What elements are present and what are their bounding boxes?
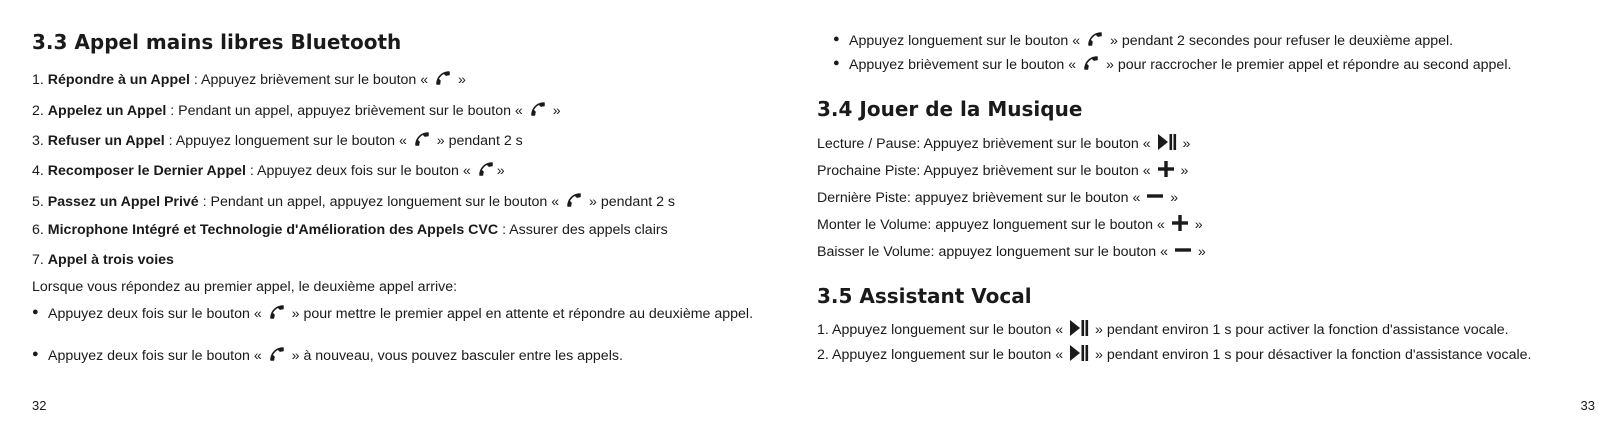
bullet-text: Appuyez deux fois sur le bouton « xyxy=(48,348,266,364)
bullet-text: Appuyez longuement sur le bouton « xyxy=(849,33,1085,49)
item-text-end: » xyxy=(496,163,505,179)
music-text-end: » xyxy=(1176,163,1189,179)
bullet-text-end: » à nouveau, vous pouvez basculer entre les appels. xyxy=(287,348,623,364)
item-title: Microphone Intégré et Technologie d'Amélioration des Appels CVC xyxy=(47,222,499,238)
item-title: Refuser un Appel xyxy=(47,133,165,149)
item-number: 1. xyxy=(32,72,44,88)
item-number: 4. xyxy=(32,163,44,179)
item-text: : Pendant un appel, appuyez brièvement sur le bouton « xyxy=(166,103,527,119)
page-number: 33 xyxy=(1580,398,1595,413)
music-text: Baisser le Volume: appuyez longuement sur le bouton « xyxy=(817,244,1172,260)
page-number: 32 xyxy=(32,398,47,413)
music-line-volume-up xyxy=(817,214,1203,237)
item-text-end: » pendant 2 s xyxy=(585,194,676,210)
bullet-reject-second-call xyxy=(833,30,1453,53)
intro-text: Lorsque vous répondez au premier appel, le deuxième appel arrive: xyxy=(32,279,458,295)
item-text: : Appuyez longuement sur le bouton « xyxy=(164,133,411,149)
item-number: 6. xyxy=(32,222,44,238)
music-text-end: » xyxy=(1166,190,1179,206)
item-title: Répondre à un Appel xyxy=(47,72,190,88)
music-line-previous-track xyxy=(817,187,1178,210)
list-item-three-way-call xyxy=(32,251,174,269)
minus-icon xyxy=(1174,241,1192,264)
plus-icon xyxy=(1157,160,1175,183)
assistant-line-deactivate xyxy=(817,344,1531,367)
phone-icon xyxy=(268,303,286,326)
phone-icon xyxy=(1086,30,1104,53)
list-item-reject-call xyxy=(32,130,523,153)
phone-icon xyxy=(268,345,286,368)
music-text: Prochaine Piste: Appuyez brièvement sur le bouton « xyxy=(817,163,1155,179)
assistant-text-end: » pendant environ 1 s pour désactiver la fonction d'assistance vocale. xyxy=(1091,347,1532,363)
bullet-text: Appuyez brièvement sur le bouton « xyxy=(849,57,1081,73)
phone-icon xyxy=(413,130,431,153)
item-text: : Assurer des appels clairs xyxy=(498,222,668,238)
item-text-end: » xyxy=(454,72,466,88)
item-text-end: » xyxy=(548,103,561,119)
bullet-text-end: » pendant 2 secondes pour refuser le deuxième appel. xyxy=(1106,33,1454,49)
assistant-text-end: » pendant environ 1 s pour activer la fonction d'assistance vocale. xyxy=(1091,322,1509,338)
bullet-hangup-and-answer xyxy=(833,54,1511,77)
item-title: Appelez un Appel xyxy=(47,103,167,119)
section-heading-voice-assistant: 3.5 Assistant Vocal xyxy=(817,284,1032,308)
list-item-private-call xyxy=(32,191,675,214)
bullet-text-end: » pour raccrocher le premier appel et répondre au second appel. xyxy=(1102,57,1512,73)
item-text-end: » pendant 2 s xyxy=(432,133,523,149)
item-number: 2. xyxy=(32,103,44,119)
bullet-text: Appuyez deux fois sur le bouton « xyxy=(48,306,266,322)
play-pause-icon xyxy=(1069,319,1089,342)
item-title: Passez un Appel Privé xyxy=(47,194,199,210)
phone-icon xyxy=(565,191,583,214)
list-item-redial xyxy=(32,160,505,183)
bullet-switch-calls xyxy=(32,345,623,368)
minus-icon xyxy=(1146,187,1164,210)
item-number: 3. xyxy=(32,133,44,149)
phone-icon xyxy=(1082,54,1100,77)
music-text: Monter le Volume: appuyez longuement sur le bouton « xyxy=(817,217,1169,233)
music-text-end: » xyxy=(1190,217,1203,233)
bullet-text-end: » pour mettre le premier appel en attente et répondre au deuxième appel. xyxy=(287,306,754,322)
right-page xyxy=(817,0,1595,441)
list-item-make-call xyxy=(32,100,561,123)
music-text-end: » xyxy=(1178,136,1191,152)
play-pause-icon xyxy=(1069,344,1089,367)
bullet-hold-and-answer xyxy=(32,303,773,326)
music-text: Dernière Piste: appuyez brièvement sur le bouton « xyxy=(817,190,1145,206)
section-heading-bluetooth-calls: 3.3 Appel mains libres Bluetooth xyxy=(32,30,402,54)
item-text: : Pendant un appel, appuyez longuement sur le bouton « xyxy=(198,194,564,210)
music-text-end: » xyxy=(1193,244,1206,260)
play-pause-icon xyxy=(1157,133,1177,156)
music-line-next-track xyxy=(817,160,1188,183)
assistant-text: 1. Appuyez longuement sur le bouton « xyxy=(817,322,1068,338)
music-text: Lecture / Pause: Appuyez brièvement sur le bouton « xyxy=(817,136,1155,152)
assistant-line-activate xyxy=(817,319,1509,342)
list-item-microphone-cvc xyxy=(32,221,668,239)
item-text: : Appuyez brièvement sur le bouton « xyxy=(189,72,433,88)
assistant-text: 2. Appuyez longuement sur le bouton « xyxy=(817,347,1068,363)
phone-icon xyxy=(477,160,495,183)
music-line-volume-down xyxy=(817,241,1206,264)
phone-icon xyxy=(529,100,547,123)
item-title: Appel à trois voies xyxy=(47,252,174,268)
music-line-play-pause xyxy=(817,133,1190,156)
phone-icon xyxy=(434,69,452,92)
section-heading-music: 3.4 Jouer de la Musique xyxy=(817,97,1083,121)
item-number: 7. xyxy=(32,252,44,268)
plus-icon xyxy=(1171,214,1189,237)
left-page xyxy=(32,0,777,441)
item-text: : Appuyez deux fois sur le bouton « xyxy=(245,163,475,179)
item-number: 5. xyxy=(32,194,44,210)
item-title: Recomposer le Dernier Appel xyxy=(47,163,246,179)
list-item-answer-call xyxy=(32,69,466,92)
